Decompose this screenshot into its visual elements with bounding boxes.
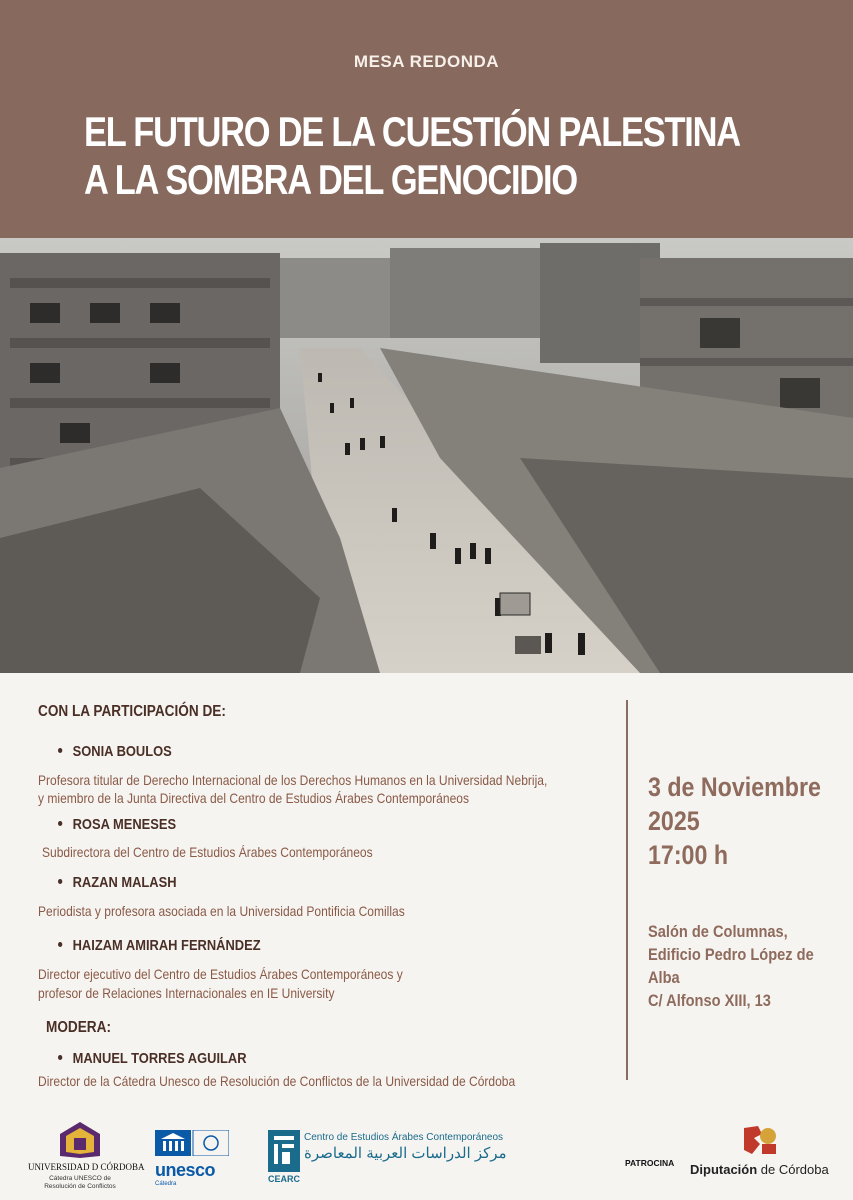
uco-crest-icon (34, 1120, 126, 1160)
bullet (58, 942, 62, 947)
event-venue: Salón de Columnas, Edificio Pedro López de Alba C/ Alfonso XIII, 13 (648, 922, 814, 1010)
event-datetime (648, 770, 821, 872)
sponsor-label: PATROCINA (625, 1158, 675, 1168)
cearc-emblem-icon (268, 1130, 300, 1172)
unesco-temple-icon (155, 1130, 229, 1156)
title-line-2: A LA SOMBRA DEL GENOCIDIO (84, 156, 577, 203)
event-date: 3 de Noviembre (648, 772, 821, 802)
event-type: MESA REDONDA (353, 52, 500, 71)
moderator-name: MANUEL TORRES AGUILAR (58, 1050, 247, 1067)
diputacion-lion-icon (740, 1124, 780, 1158)
bullet (58, 879, 62, 884)
participant-2-desc-1: Subdirectora del Centro de Estudios Árabes Contemporáneos (42, 844, 373, 860)
uco-logo: UNIVERSIDAD D CÓRDOBA Cátedra UNESCO de Resolución de Conflictos (34, 1120, 126, 1192)
bullet (58, 821, 62, 826)
participant-1-name: SONIA BOULOS (58, 743, 172, 760)
title-line-1: EL FUTURO DE LA CUESTIÓN PALESTINA (84, 108, 740, 155)
participant-1-desc-1: Profesora titular de Derecho Internacional de los Derechos Humanos en la Universidad Nebrija, (38, 772, 548, 788)
bullet (58, 1055, 62, 1060)
column-divider (626, 700, 628, 1080)
diputacion-name-bold: Diputación (690, 1162, 758, 1177)
bullet (58, 748, 62, 753)
participant-4-name: HAIZAM AMIRAH FERNÁNDEZ (58, 937, 261, 954)
participant-1-desc-2: y miembro de la Junta Directiva del Centro de Estudios Árabes Contemporáneos (38, 790, 469, 806)
cearc-logo: Centro de Estudios Árabes Contemporáneos مركز الدراسات العربية المعاصرة CEARC (268, 1132, 507, 1184)
moderator-desc: Director de la Cátedra Unesco de Resolución de Conflictos de la Universidad de Córdoba (38, 1073, 516, 1089)
header-band (0, 0, 853, 238)
event-year: 2025 (648, 806, 700, 836)
participant-3-name: RAZAN MALASH (58, 874, 177, 891)
event-time: 17:00 h (648, 840, 729, 870)
participant-2-name: ROSA MENESES (58, 816, 176, 833)
diputacion-logo (690, 1124, 835, 1184)
diputacion-name-rest: de Córdoba (757, 1162, 829, 1177)
participant-4-desc-2: profesor de Relaciones Internacionales en IE University (38, 985, 335, 1001)
participant-3-desc-1: Periodista y profesora asociada en la Universidad Pontificia Comillas (38, 903, 405, 919)
participant-4-desc-1: Director ejecutivo del Centro de Estudios Árabes Contemporáneos y (38, 966, 403, 982)
participants-heading: CON LA PARTICIPACIÓN DE: (38, 703, 226, 720)
destruction-photo (0, 238, 853, 673)
unesco-logo: unesco Cátedra (155, 1130, 235, 1190)
moderator-heading: MODERA: (46, 1019, 111, 1036)
